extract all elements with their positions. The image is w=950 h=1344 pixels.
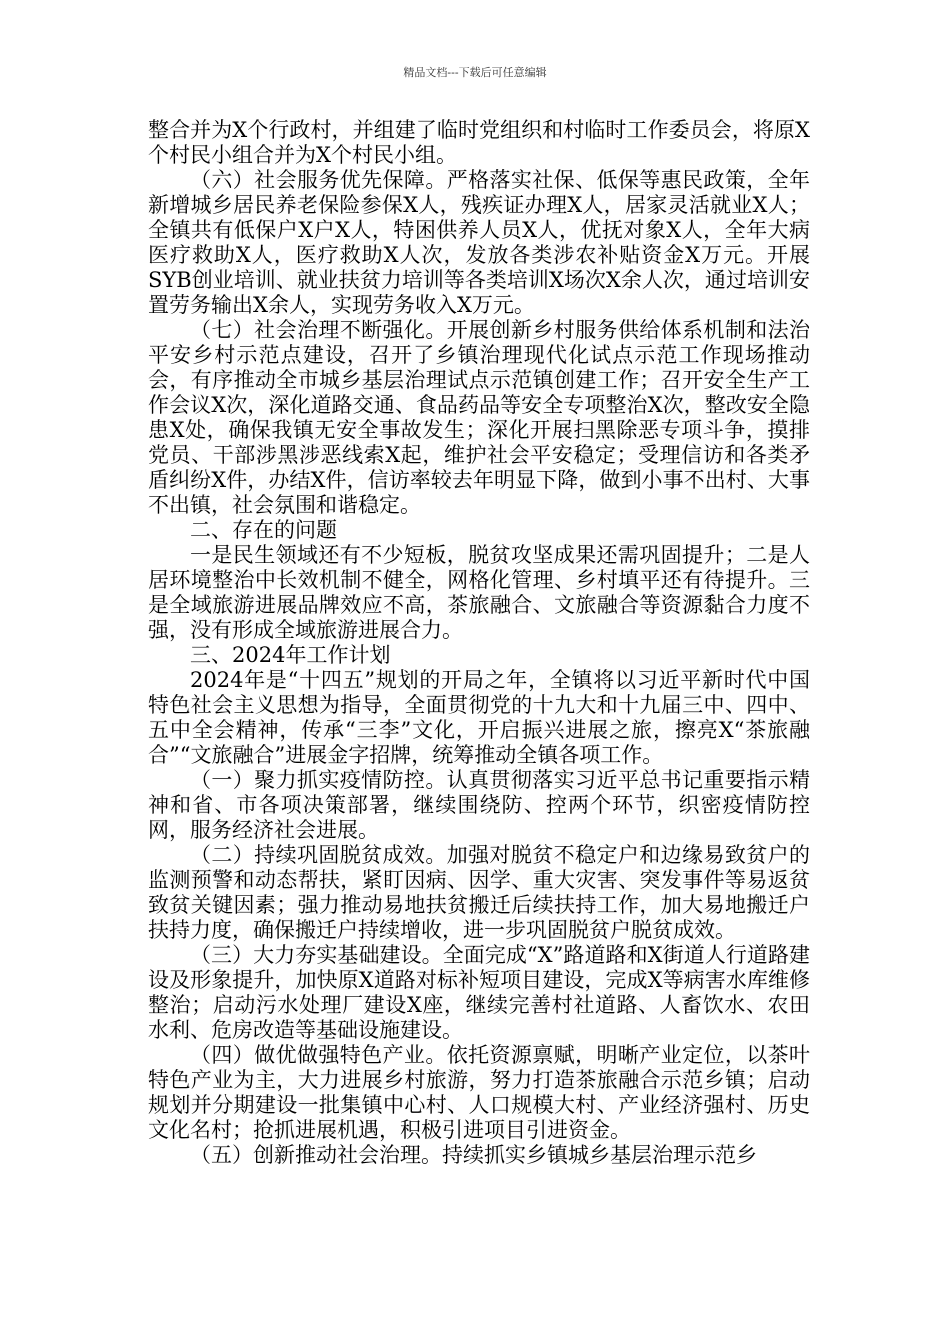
paragraph-industry: （四）做优做强特色产业。依托资源禀赋，明晰产业定位，以茶叶特色产业为主，大力进展乡村旅游，努力打造茶旅融合示范乡镇；启动规划并分期建设一批集镇中心村、人口规模大村、产业经济强村、历史文化名村；抢抓进展机遇，积极引进项目引进资金。 — [148, 1043, 810, 1142]
paragraph-social-services: （六）社会服务优先保障。严格落实社保、低保等惠民政策，全年新增城乡居民养老保险参保X人，残疾证办理X人，居家灵活就业X人；全镇共有低保户X户X人，特困供养人员X人，优抚对象X人，全年大病医疗救助X人，医疗救助X人次，发放各类涉农补贴资金X万元。开展SYB创业培训、就业扶贫力培训等各类培训X场次X余人次，通过培训安置劳务输出X余人，实现劳务收入X万元。 — [148, 168, 810, 317]
paragraph-social-governance: （七）社会治理不断强化。开展创新乡村服务供给体系机制和法治平安乡村示范点建设，召开了乡镇治理现代化试点示范工作现场推动会，有序推动全市城乡基层治理试点示范镇创建工作；召开安全生产工作会议X次，深化道路交通、食品药品等安全专项整治X次，整改安全隐患X处，确保我镇无安全事故发生；深化开展扫黑除恶专项斗争，摸排党员、干部涉黑涉恶线索X起，维护社会平安稳定；受理信访和各类矛盾纠纷X件，办结X件，信访率较去年明显下降，做到小事不出村、大事不出镇，社会氛围和谐稳定。 — [148, 318, 810, 517]
section-heading-problems: 二、存在的问题 — [190, 518, 337, 542]
section-heading-plan: 三、2024年工作计划 — [190, 643, 391, 667]
document-body — [148, 118, 810, 1168]
paragraph-problems: 一是民生领域还有不少短板，脱贫攻坚成果还需巩固提升；二是人居环境整治中长效机制不健全，网格化管理、乡村填平还有待提升。三是全域旅游进展品牌效应不高，茶旅融合、文旅融合等资源黏合力度不强，没有形成全域旅游进展合力。 — [148, 543, 810, 642]
paragraph-plan-intro: 2024年是“十四五”规划的开局之年，全镇将以习近平新时代中国特色社会主义思想为指导，全面贯彻党的十九大和十九届三中、四中、五中全会精神，传承“三李”文化，开启振兴进展之旅，擦亮X“茶旅融合”“文旅融合”进展金字招牌，统筹推动全镇各项工作。 — [148, 668, 810, 767]
paragraph-poverty-alleviation: （二）持续巩固脱贫成效。加强对脱贫不稳定户和边缘易致贫户的监测预警和动态帮扶，紧盯因病、因学、重大灾害、突发事件等易返贫致贫关键因素；强力推动易地扶贫搬迁后续扶持工作，加大易地搬迁户扶持力度，确保搬迁户持续增收，进一步巩固脱贫户脱贫成效。 — [148, 843, 810, 942]
page-header: 精品文档---下载后可任意编辑 — [403, 66, 547, 79]
paragraph-epidemic-control: （一）聚力抓实疫情防控。认真贯彻落实习近平总书记重要指示精神和省、市各项决策部署，继续围绕防、控两个环节，织密疫情防控网，服务经济社会进展。 — [148, 768, 810, 842]
paragraph-infrastructure: （三）大力夯实基础建设。全面完成“X”路道路和X街道人行道路建设及形象提升，加快原X道路对标补短项目建设，完成X等病害水库维修整治；启动污水处理厂建设X座，继续完善村社道路、人畜饮水、农田水利、危房改造等基础设施建设。 — [148, 943, 810, 1042]
paragraph-governance-innovation: （五）创新推动社会治理。持续抓实乡镇城乡基层治理示范乡 — [190, 1143, 757, 1167]
paragraph-1: 整合并为X个行政村，并组建了临时党组织和村临时工作委员会，将原X个村民小组合并为X个村民小组。 — [148, 118, 810, 167]
